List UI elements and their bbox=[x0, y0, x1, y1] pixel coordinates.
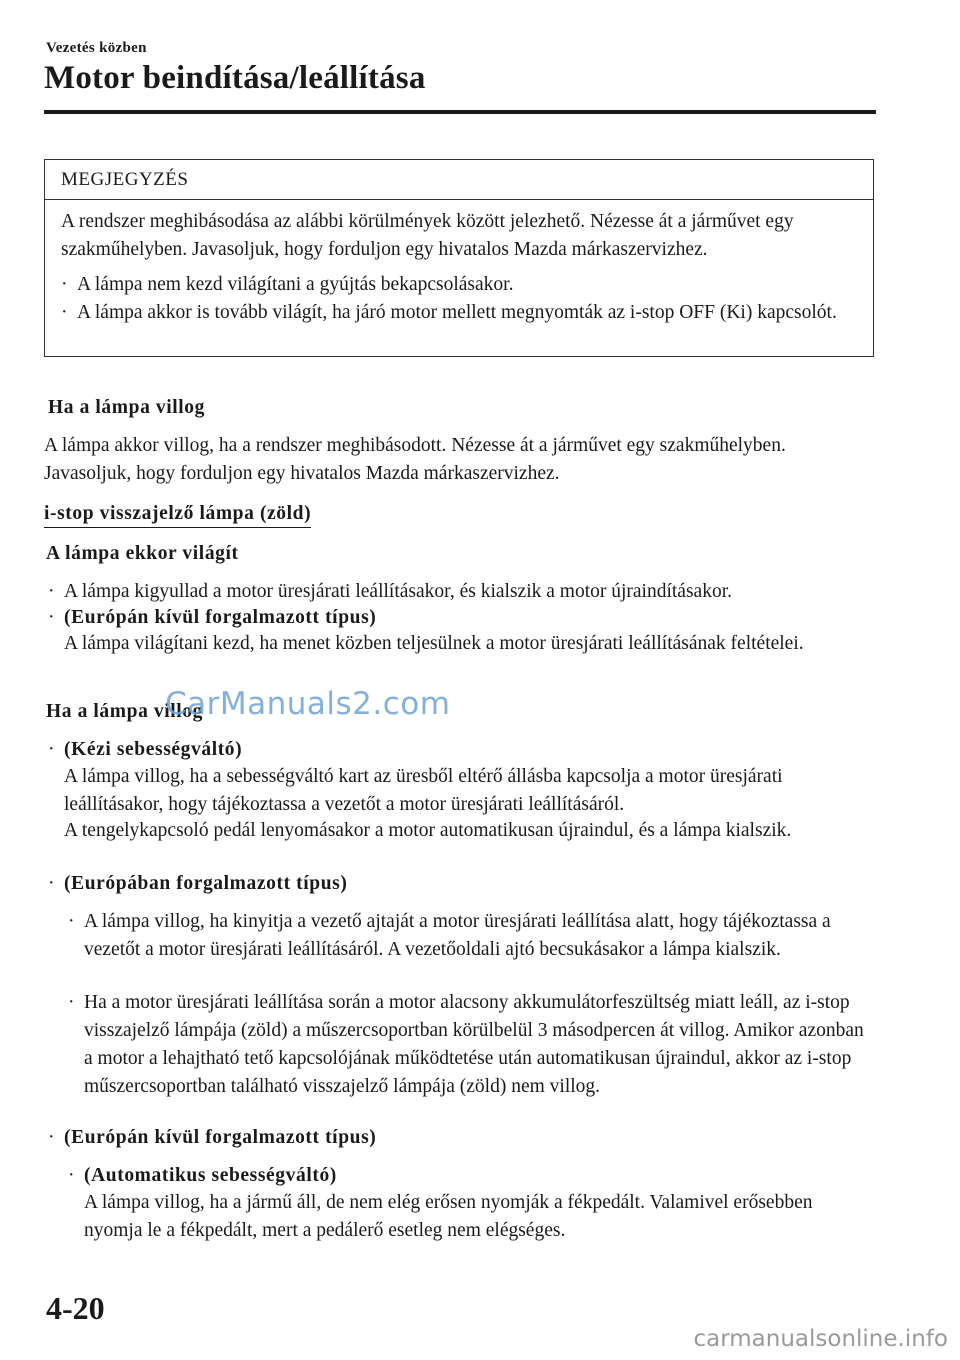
bullet-dot: · bbox=[68, 1165, 75, 1186]
bullet-dot: · bbox=[48, 607, 55, 628]
bullet-dot: · bbox=[61, 274, 68, 295]
note-bullet: · A lámpa akkor is tovább világít, ha járó motor mellett megnyomták az i-stop OFF (Ki) kapcsolót. bbox=[61, 299, 861, 355]
title-divider bbox=[44, 110, 876, 114]
footer-watermark: carmanualsonline.info bbox=[693, 1326, 948, 1352]
manual-text-1: A lámpa villog, ha a sebességváltó kart az üresből eltérő állásba kapcsolja a motor üresjárati leállításakor, hogy tájékoztassa a vezetőt a motor üresjárati leállításáról. bbox=[64, 766, 783, 815]
page-title: Motor beindítása/leállítása bbox=[44, 60, 426, 96]
bullet-dot: · bbox=[61, 302, 68, 323]
bullet-dot: · bbox=[48, 1127, 55, 1148]
bullet-dot: · bbox=[48, 739, 55, 760]
bullet-dot: · bbox=[48, 873, 55, 894]
blink-heading: Ha a lámpa villog bbox=[48, 397, 206, 418]
note-paragraph: A rendszer meghibásodása az alábbi körülmények között jelezhető. Nézesse át a járművet egy szakműhelyben. Javasoljuk, hogy forduljon egy hivatalos Mazda márkaszervizhez. bbox=[61, 211, 794, 260]
watermark: CarManuals2.com bbox=[165, 686, 451, 722]
note-body bbox=[61, 208, 861, 355]
note-heading: MEGJEGYZÉS bbox=[61, 169, 189, 190]
bullet-dot: · bbox=[48, 581, 55, 602]
on-heading: A lámpa ekkor világít bbox=[46, 543, 239, 564]
bullet-dot: · bbox=[68, 992, 75, 1013]
blink-heading-2: Ha a lámpa villog bbox=[46, 701, 204, 722]
auto-text: A lámpa villog, ha a jármű áll, de nem elég erősen nyomják a fékpedált. Valamivel erősebben nyomja le a fékpedált, mert a pedálerő esetleg nem elégséges. bbox=[84, 1192, 813, 1241]
page-number: 4-20 bbox=[46, 1290, 105, 1326]
note-bullet: · A lámpa nem kezd világítani a gyújtás bekapcsolásakor. bbox=[61, 271, 861, 299]
note-header bbox=[45, 160, 873, 200]
bullet-dot: · bbox=[68, 911, 75, 932]
section-label: Vezetés közben bbox=[46, 40, 147, 56]
note-box bbox=[44, 159, 874, 357]
blink-text: A lámpa akkor villog, ha a rendszer meghibásodott. Nézesse át a járművet egy szakműhelyben. Javasoljuk, hogy forduljon egy hivatalos Mazda márkaszervizhez. bbox=[44, 435, 786, 484]
list-item-text: A lámpa világítani kezd, ha menet közben teljesülnek a motor üresjárati leállításának feltételei. bbox=[64, 633, 804, 654]
istop-heading: i-stop visszajelző lámpa (zöld) bbox=[44, 500, 311, 528]
manual-text-2: A tengelykapcsoló pedál lenyomásakor a motor automatikusan újraindul, és a lámpa kialszik. bbox=[64, 820, 792, 841]
